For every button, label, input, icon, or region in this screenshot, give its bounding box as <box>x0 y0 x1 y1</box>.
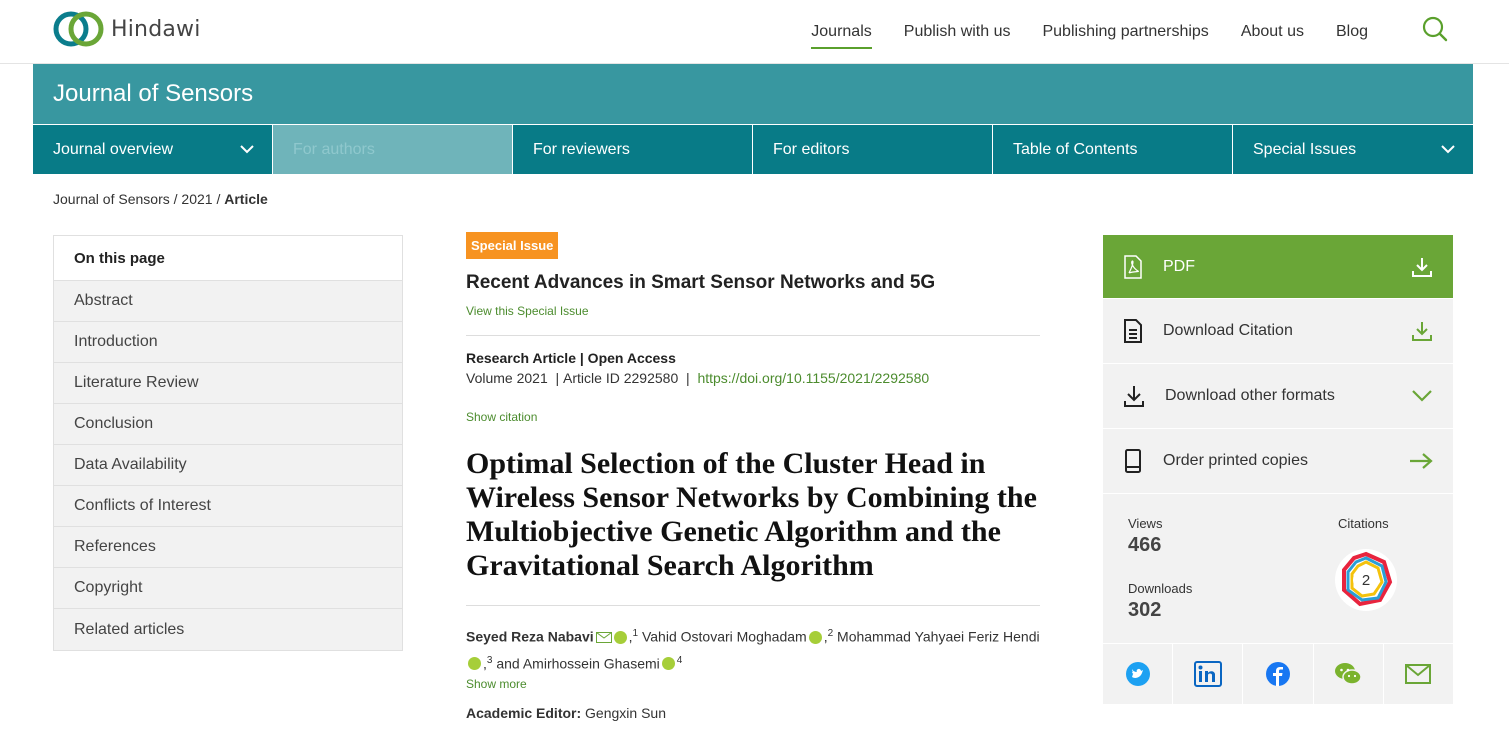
journal-nav <box>33 125 1473 174</box>
facebook-icon <box>1265 661 1291 687</box>
author-conjunction: and <box>496 655 520 672</box>
orcid-icon[interactable] <box>468 657 481 670</box>
toc-heading: On this page <box>54 236 402 281</box>
orcid-icon[interactable] <box>614 631 627 644</box>
citations-count: 2 <box>1361 572 1371 589</box>
chevron-down-icon <box>240 145 254 154</box>
dimensions-citation-badge[interactable] <box>1334 548 1398 612</box>
academic-editor <box>466 705 1040 721</box>
orcid-icon[interactable] <box>662 657 675 670</box>
article-metrics <box>1103 494 1453 644</box>
linkedin-icon <box>1194 661 1222 687</box>
brand-name: Hindawi <box>111 16 201 42</box>
search-icon[interactable] <box>1420 14 1450 44</box>
downloads-label: Downloads <box>1128 581 1193 596</box>
download-icon <box>1411 256 1433 278</box>
chevron-down-icon <box>1411 389 1433 403</box>
author-affiliation: 1 <box>632 628 639 639</box>
download-citation-label: Download Citation <box>1163 322 1293 339</box>
toc-item-data-availability[interactable]: Data Availability <box>54 445 402 486</box>
order-printed-copies-button[interactable] <box>1103 429 1453 494</box>
downloads-count: 302 <box>1128 599 1162 621</box>
article-main <box>466 232 1040 721</box>
tab-label: For authors <box>293 140 375 158</box>
author-name[interactable]: Amirhossein Ghasemi <box>522 655 660 672</box>
editor-label: Academic Editor: <box>466 705 582 722</box>
author-list: Seyed Reza Nabavi ,$^1$ Vahid Ostovari Moghadam ,$^2$ Mohammad Yahyaei Feriz Hendi,$^3$ and Amirhossein Ghasemi $^4$ <box>466 605 1040 675</box>
tab-journal-overview[interactable] <box>33 125 273 174</box>
email-icon[interactable] <box>596 632 612 643</box>
author-name[interactable]: Mohammad Yahyaei Feriz Hendi <box>837 628 1040 645</box>
author-affiliation: 3 <box>486 654 493 666</box>
nav-journals[interactable]: Journals <box>811 4 871 60</box>
author-affiliation: 4 <box>676 654 683 666</box>
hindawi-logo[interactable] <box>53 9 201 49</box>
article-meta: Volume 2021 | Article ID 2292580 | https://doi.org/10.1155/2021/2292580 <box>466 370 930 386</box>
orcid-icon[interactable] <box>809 631 822 644</box>
tab-table-of-contents[interactable] <box>993 125 1233 174</box>
author-affiliation: 2 <box>827 628 834 639</box>
twitter-icon <box>1125 661 1151 687</box>
share-wechat-button[interactable] <box>1314 644 1384 704</box>
citations-label: Citations <box>1338 516 1389 531</box>
article-id: Article ID 2292580 <box>563 370 679 386</box>
article-type: Research Article | Open Access <box>466 350 676 366</box>
toc-item-copyright[interactable]: Copyright <box>54 568 402 609</box>
nav-publishing-partnerships[interactable]: Publishing partnerships <box>1042 22 1209 40</box>
share-email-button[interactable] <box>1384 644 1453 704</box>
toc-item-conclusion[interactable]: Conclusion <box>54 404 402 445</box>
article-volume: Volume 2021 <box>466 370 548 386</box>
author-name[interactable]: Vahid Ostovari Moghadam <box>641 628 807 645</box>
show-more-link[interactable]: Show more <box>466 677 527 692</box>
breadcrumb-year[interactable]: 2021 <box>181 191 213 207</box>
doi-link[interactable]: https://doi.org/10.1155/2021/2292580 <box>697 370 930 386</box>
share-facebook-button[interactable] <box>1243 644 1313 704</box>
tab-label: Special Issues <box>1253 140 1357 158</box>
order-printed-copies-label: Order printed copies <box>1163 452 1308 469</box>
book-icon <box>1123 448 1143 474</box>
pdf-download-button[interactable] <box>1103 235 1453 299</box>
show-citation-link[interactable]: Show citation <box>466 410 538 424</box>
tab-for-editors[interactable] <box>753 125 993 174</box>
views-label: Views <box>1128 516 1163 531</box>
pdf-file-icon <box>1123 255 1143 279</box>
toc-item-literature-review[interactable]: Literature Review <box>54 363 402 404</box>
download-icon <box>1123 384 1145 408</box>
article-tools-panel <box>1103 235 1453 704</box>
arrow-right-icon <box>1409 452 1433 470</box>
view-special-issue-link[interactable]: View this Special Issue <box>466 304 589 318</box>
toc-item-references[interactable]: References <box>54 527 402 568</box>
hindawi-logo-icon <box>53 9 105 49</box>
download-other-formats-label: Download other formats <box>1165 387 1335 404</box>
tab-label: Table of Contents <box>1013 140 1138 158</box>
author-name[interactable]: Seyed Reza Nabavi <box>466 628 594 645</box>
on-this-page-nav <box>53 235 403 651</box>
wechat-icon <box>1334 662 1362 686</box>
toc-item-introduction[interactable]: Introduction <box>54 322 402 363</box>
tab-label: For reviewers <box>533 140 630 158</box>
tab-special-issues[interactable] <box>1233 125 1473 174</box>
editor-name: Gengxin Sun <box>585 705 666 722</box>
tab-label: Journal overview <box>53 140 174 158</box>
share-bar <box>1103 644 1453 704</box>
tab-for-authors[interactable] <box>273 125 513 174</box>
special-issue-badge: Special Issue <box>466 232 558 259</box>
toc-item-related-articles[interactable]: Related articles <box>54 609 402 650</box>
share-linkedin-button[interactable] <box>1173 644 1243 704</box>
toc-item-abstract[interactable]: Abstract <box>54 281 402 322</box>
nav-publish-with-us[interactable]: Publish with us <box>903 22 1011 40</box>
tab-for-reviewers[interactable] <box>513 125 753 174</box>
toc-item-conflicts-of-interest[interactable]: Conflicts of Interest <box>54 486 402 527</box>
journal-banner <box>33 64 1473 124</box>
journal-title[interactable]: Journal of Sensors <box>53 80 254 107</box>
download-other-formats-button[interactable] <box>1103 364 1453 429</box>
article-title: Optimal Selection of the Cluster Head in Wireless Sensor Networks by Combining the Multiobjective Genetic Algorithm and the Gravitational Search Algorithm <box>466 447 1037 582</box>
main-nav <box>811 0 1368 63</box>
breadcrumb: Journal of Sensors / 2021 / Article <box>53 191 268 207</box>
document-icon <box>1123 319 1143 343</box>
breadcrumb-journal[interactable]: Journal of Sensors <box>53 191 170 207</box>
special-issue-title: Recent Advances in Smart Sensor Networks and 5G <box>466 272 936 293</box>
breadcrumb-current: Article <box>224 191 268 207</box>
divider <box>466 335 1040 336</box>
email-icon <box>1405 664 1431 684</box>
tab-label: For editors <box>773 140 850 158</box>
views-count: 466 <box>1128 534 1162 556</box>
share-twitter-button[interactable] <box>1103 644 1173 704</box>
download-icon <box>1411 320 1433 342</box>
nav-about-us[interactable]: About us <box>1240 22 1304 40</box>
site-header <box>0 0 1509 64</box>
pdf-label: PDF <box>1163 257 1195 275</box>
download-citation-button[interactable] <box>1103 299 1453 364</box>
chevron-down-icon <box>1441 145 1455 154</box>
nav-blog[interactable]: Blog <box>1335 22 1368 40</box>
